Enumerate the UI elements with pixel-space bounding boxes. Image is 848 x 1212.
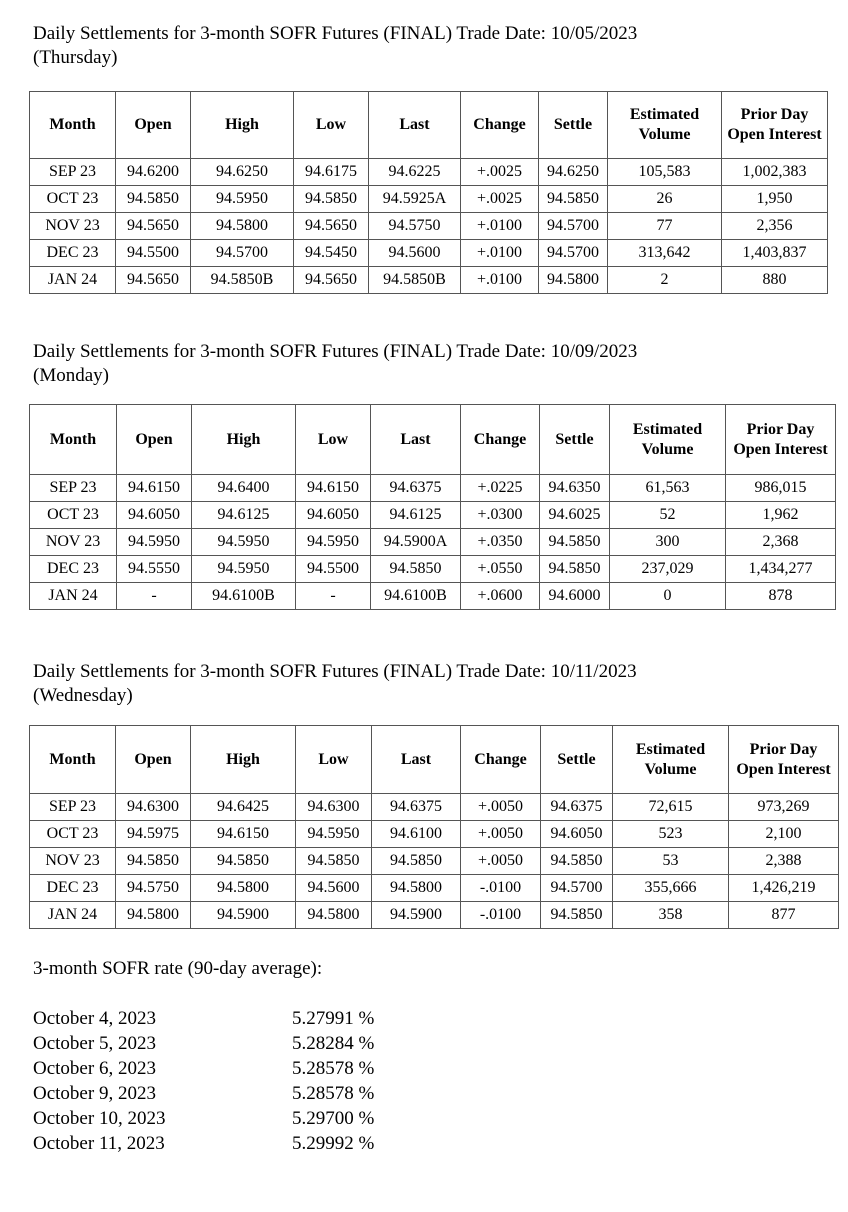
header-row <box>30 92 828 159</box>
table-cell: NOV 23 <box>30 529 117 556</box>
table-row <box>30 794 839 821</box>
table-cell: +.0050 <box>461 848 541 875</box>
table-cell: 313,642 <box>608 240 722 267</box>
col-prior-day-open-interest: Prior Day Open Interest <box>726 405 836 475</box>
col-open: Open <box>117 405 192 475</box>
table-cell: 94.5600 <box>369 240 461 267</box>
section-title: Daily Settlements for 3-month SOFR Futures (FINAL) Trade Date: 10/05/2023 <box>33 23 638 44</box>
rate-value: 5.29700 % <box>292 1108 375 1129</box>
table-cell: 94.6225 <box>369 159 461 186</box>
table-cell: DEC 23 <box>30 875 116 902</box>
table-cell: 94.5750 <box>116 875 191 902</box>
table-cell: 94.6100B <box>371 583 461 610</box>
col-open: Open <box>116 726 191 794</box>
col-month: Month <box>30 726 116 794</box>
table-row <box>30 556 836 583</box>
table-cell: 94.5950 <box>192 529 296 556</box>
table-cell: 94.5850B <box>369 267 461 294</box>
table-cell: 1,403,837 <box>722 240 828 267</box>
table-cell: 94.5800 <box>191 875 296 902</box>
table-cell: 237,029 <box>610 556 726 583</box>
rate-value: 5.28578 % <box>292 1058 375 1079</box>
table-row <box>30 213 828 240</box>
table-cell: 2 <box>608 267 722 294</box>
rate-row <box>33 1031 374 1056</box>
settlement-table-1011 <box>29 725 839 929</box>
table-cell: JAN 24 <box>30 267 116 294</box>
table-cell: OCT 23 <box>30 186 116 213</box>
col-change: Change <box>461 726 541 794</box>
table-cell: 94.5700 <box>539 213 608 240</box>
table-cell: +.0025 <box>461 159 539 186</box>
table-cell: 94.6425 <box>191 794 296 821</box>
col-month: Month <box>30 405 117 475</box>
table-cell: 1,426,219 <box>729 875 839 902</box>
col-last: Last <box>369 92 461 159</box>
table-cell: 94.5650 <box>294 267 369 294</box>
table-cell: 94.6150 <box>191 821 296 848</box>
table-cell: 94.5950 <box>117 529 192 556</box>
table-cell: 94.6375 <box>541 794 613 821</box>
table-body <box>30 159 828 294</box>
table-cell: NOV 23 <box>30 213 116 240</box>
rate-row <box>33 1056 374 1081</box>
table-row <box>30 186 828 213</box>
table-cell: 94.5850 <box>116 186 191 213</box>
section-title: Daily Settlements for 3-month SOFR Futures (FINAL) Trade Date: 10/11/2023 <box>33 661 637 682</box>
table-cell: 2,100 <box>729 821 839 848</box>
col-high: High <box>191 726 296 794</box>
table-cell: 94.6375 <box>371 475 461 502</box>
table-cell: 94.5850 <box>540 529 610 556</box>
rate-value: 5.28284 % <box>292 1033 375 1054</box>
section-day: (Wednesday) <box>33 685 133 706</box>
section-3-heading <box>33 660 793 708</box>
table-cell: DEC 23 <box>30 240 116 267</box>
table-cell: 2,368 <box>726 529 836 556</box>
table-cell: 72,615 <box>613 794 729 821</box>
table-cell: 94.5500 <box>296 556 371 583</box>
table-cell: 94.5850 <box>371 556 461 583</box>
section-day: (Monday) <box>33 365 109 386</box>
rate-row <box>33 1131 374 1156</box>
rate-row <box>33 1106 374 1131</box>
table-cell: 2,388 <box>729 848 839 875</box>
col-last: Last <box>372 726 461 794</box>
table-cell: 877 <box>729 902 839 929</box>
col-change: Change <box>461 405 540 475</box>
col-change: Change <box>461 92 539 159</box>
col-estimated-volume: Estimated Volume <box>610 405 726 475</box>
rate-value: 5.28578 % <box>292 1083 375 1104</box>
col-prior-day-open-interest: Prior Day Open Interest <box>722 92 828 159</box>
table-row <box>30 848 839 875</box>
table-cell: - <box>117 583 192 610</box>
table-cell: 94.6050 <box>117 502 192 529</box>
table-cell: OCT 23 <box>30 821 116 848</box>
table-cell: 94.5700 <box>541 875 613 902</box>
table-cell: 1,002,383 <box>722 159 828 186</box>
table-cell: 94.6300 <box>296 794 372 821</box>
sofr-rate-list <box>33 1006 374 1156</box>
table-cell: 26 <box>608 186 722 213</box>
col-high: High <box>192 405 296 475</box>
table-cell: 94.6050 <box>541 821 613 848</box>
table-cell: 973,269 <box>729 794 839 821</box>
table-cell: 94.6100B <box>192 583 296 610</box>
table-cell: SEP 23 <box>30 159 116 186</box>
table-cell: 94.6375 <box>372 794 461 821</box>
table-cell: +.0100 <box>461 267 539 294</box>
table-cell: 94.6100 <box>372 821 461 848</box>
table-cell: 94.5550 <box>117 556 192 583</box>
table-cell: +.0600 <box>461 583 540 610</box>
rate-value: 5.29992 % <box>292 1133 375 1154</box>
table-cell: -.0100 <box>461 875 541 902</box>
table-cell: 94.5850 <box>116 848 191 875</box>
table-cell: +.0100 <box>461 213 539 240</box>
col-estimated-volume: Estimated Volume <box>608 92 722 159</box>
settlement-table-1005 <box>29 91 828 294</box>
table-cell: 61,563 <box>610 475 726 502</box>
section-1-heading <box>33 22 793 70</box>
table-cell: 94.6300 <box>116 794 191 821</box>
table-cell: 94.5850 <box>539 186 608 213</box>
table-cell: 94.5700 <box>191 240 294 267</box>
table-row <box>30 240 828 267</box>
table-cell: JAN 24 <box>30 902 116 929</box>
col-high: High <box>191 92 294 159</box>
table-cell: 94.5600 <box>296 875 372 902</box>
table-cell: 986,015 <box>726 475 836 502</box>
table-cell: +.0050 <box>461 794 541 821</box>
table-cell: +.0025 <box>461 186 539 213</box>
table-cell: 94.5950 <box>296 821 372 848</box>
table-cell: +.0350 <box>461 529 540 556</box>
table-cell: 94.6125 <box>371 502 461 529</box>
table-cell: SEP 23 <box>30 475 117 502</box>
table-cell: 94.5950 <box>296 529 371 556</box>
col-low: Low <box>296 405 371 475</box>
table-cell: +.0225 <box>461 475 540 502</box>
col-settle: Settle <box>539 92 608 159</box>
table-cell: +.0100 <box>461 240 539 267</box>
table-cell: 1,950 <box>722 186 828 213</box>
table-cell: 94.5900 <box>191 902 296 929</box>
rate-date: October 5, 2023 <box>33 1033 156 1054</box>
table-cell: 94.6200 <box>116 159 191 186</box>
table-cell: 1,434,277 <box>726 556 836 583</box>
table-cell: +.0300 <box>461 502 540 529</box>
rate-date: October 4, 2023 <box>33 1008 156 1029</box>
table-cell: +.0050 <box>461 821 541 848</box>
table-cell: 94.5850B <box>191 267 294 294</box>
table-cell: 94.5650 <box>116 267 191 294</box>
col-settle: Settle <box>540 405 610 475</box>
table-row <box>30 159 828 186</box>
table-cell: 94.6025 <box>540 502 610 529</box>
table-cell: -.0100 <box>461 902 541 929</box>
table-cell: 2,356 <box>722 213 828 240</box>
rate-date: October 11, 2023 <box>33 1133 165 1154</box>
col-open: Open <box>116 92 191 159</box>
table-cell: 94.6150 <box>117 475 192 502</box>
table-cell: 94.5650 <box>294 213 369 240</box>
table-cell: - <box>296 583 371 610</box>
table-cell: 523 <box>613 821 729 848</box>
table-cell: 880 <box>722 267 828 294</box>
rate-date: October 6, 2023 <box>33 1058 156 1079</box>
col-last: Last <box>371 405 461 475</box>
settlement-table-1009 <box>29 404 836 610</box>
table-cell: 94.5925A <box>369 186 461 213</box>
table-cell: 94.6175 <box>294 159 369 186</box>
table-cell: 94.5700 <box>539 240 608 267</box>
table-cell: 94.5975 <box>116 821 191 848</box>
table-cell: 94.5950 <box>192 556 296 583</box>
table-cell: 94.5800 <box>372 875 461 902</box>
table-cell: 94.6050 <box>296 502 371 529</box>
table-cell: 94.5850 <box>294 186 369 213</box>
table-cell: 94.5800 <box>539 267 608 294</box>
table-cell: 94.5800 <box>116 902 191 929</box>
table-cell: 94.5750 <box>369 213 461 240</box>
table-cell: 94.5850 <box>541 902 613 929</box>
table-cell: 358 <box>613 902 729 929</box>
rate-row <box>33 1081 374 1106</box>
table-cell: 94.5850 <box>296 848 372 875</box>
table-cell: 300 <box>610 529 726 556</box>
table-cell: 878 <box>726 583 836 610</box>
section-2-heading <box>33 340 793 388</box>
rate-date: October 9, 2023 <box>33 1083 156 1104</box>
col-prior-day-open-interest: Prior Day Open Interest <box>729 726 839 794</box>
table-cell: 355,666 <box>613 875 729 902</box>
table-cell: NOV 23 <box>30 848 116 875</box>
table-row <box>30 821 839 848</box>
table-cell: 94.6400 <box>192 475 296 502</box>
table-row <box>30 475 836 502</box>
table-cell: 94.5800 <box>191 213 294 240</box>
header-row <box>30 726 839 794</box>
table-cell: 77 <box>608 213 722 240</box>
table-body <box>30 475 836 610</box>
table-cell: 0 <box>610 583 726 610</box>
table-cell: 94.5850 <box>540 556 610 583</box>
table-cell: 53 <box>613 848 729 875</box>
table-cell: 94.6125 <box>192 502 296 529</box>
table-cell: 94.5900A <box>371 529 461 556</box>
table-cell: 94.5850 <box>191 848 296 875</box>
table-cell: 94.5650 <box>116 213 191 240</box>
table-cell: 94.6350 <box>540 475 610 502</box>
rate-row <box>33 1006 374 1031</box>
table-body <box>30 794 839 929</box>
table-row <box>30 502 836 529</box>
table-row <box>30 902 839 929</box>
table-cell: SEP 23 <box>30 794 116 821</box>
table-row <box>30 583 836 610</box>
table-row <box>30 529 836 556</box>
col-settle: Settle <box>541 726 613 794</box>
section-day: (Thursday) <box>33 47 118 68</box>
table-cell: 94.6000 <box>540 583 610 610</box>
table-cell: +.0550 <box>461 556 540 583</box>
col-low: Low <box>294 92 369 159</box>
table-row <box>30 875 839 902</box>
table-cell: 94.5450 <box>294 240 369 267</box>
table-cell: 94.5500 <box>116 240 191 267</box>
table-cell: 52 <box>610 502 726 529</box>
table-cell: 94.5850 <box>372 848 461 875</box>
table-cell: OCT 23 <box>30 502 117 529</box>
col-estimated-volume: Estimated Volume <box>613 726 729 794</box>
col-month: Month <box>30 92 116 159</box>
rate-date: October 10, 2023 <box>33 1108 166 1129</box>
table-cell: 105,583 <box>608 159 722 186</box>
table-cell: JAN 24 <box>30 583 117 610</box>
table-cell: 94.6250 <box>191 159 294 186</box>
col-low: Low <box>296 726 372 794</box>
sofr-rate-title: 3-month SOFR rate (90-day average): <box>33 958 323 979</box>
table-cell: 1,962 <box>726 502 836 529</box>
table-cell: 94.6150 <box>296 475 371 502</box>
header-row <box>30 405 836 475</box>
rate-value: 5.27991 % <box>292 1008 375 1029</box>
table-row <box>30 267 828 294</box>
table-cell: 94.5800 <box>296 902 372 929</box>
table-cell: DEC 23 <box>30 556 117 583</box>
table-cell: 94.5950 <box>191 186 294 213</box>
table-cell: 94.6250 <box>539 159 608 186</box>
table-cell: 94.5850 <box>541 848 613 875</box>
table-cell: 94.5900 <box>372 902 461 929</box>
section-title: Daily Settlements for 3-month SOFR Futures (FINAL) Trade Date: 10/09/2023 <box>33 341 638 362</box>
